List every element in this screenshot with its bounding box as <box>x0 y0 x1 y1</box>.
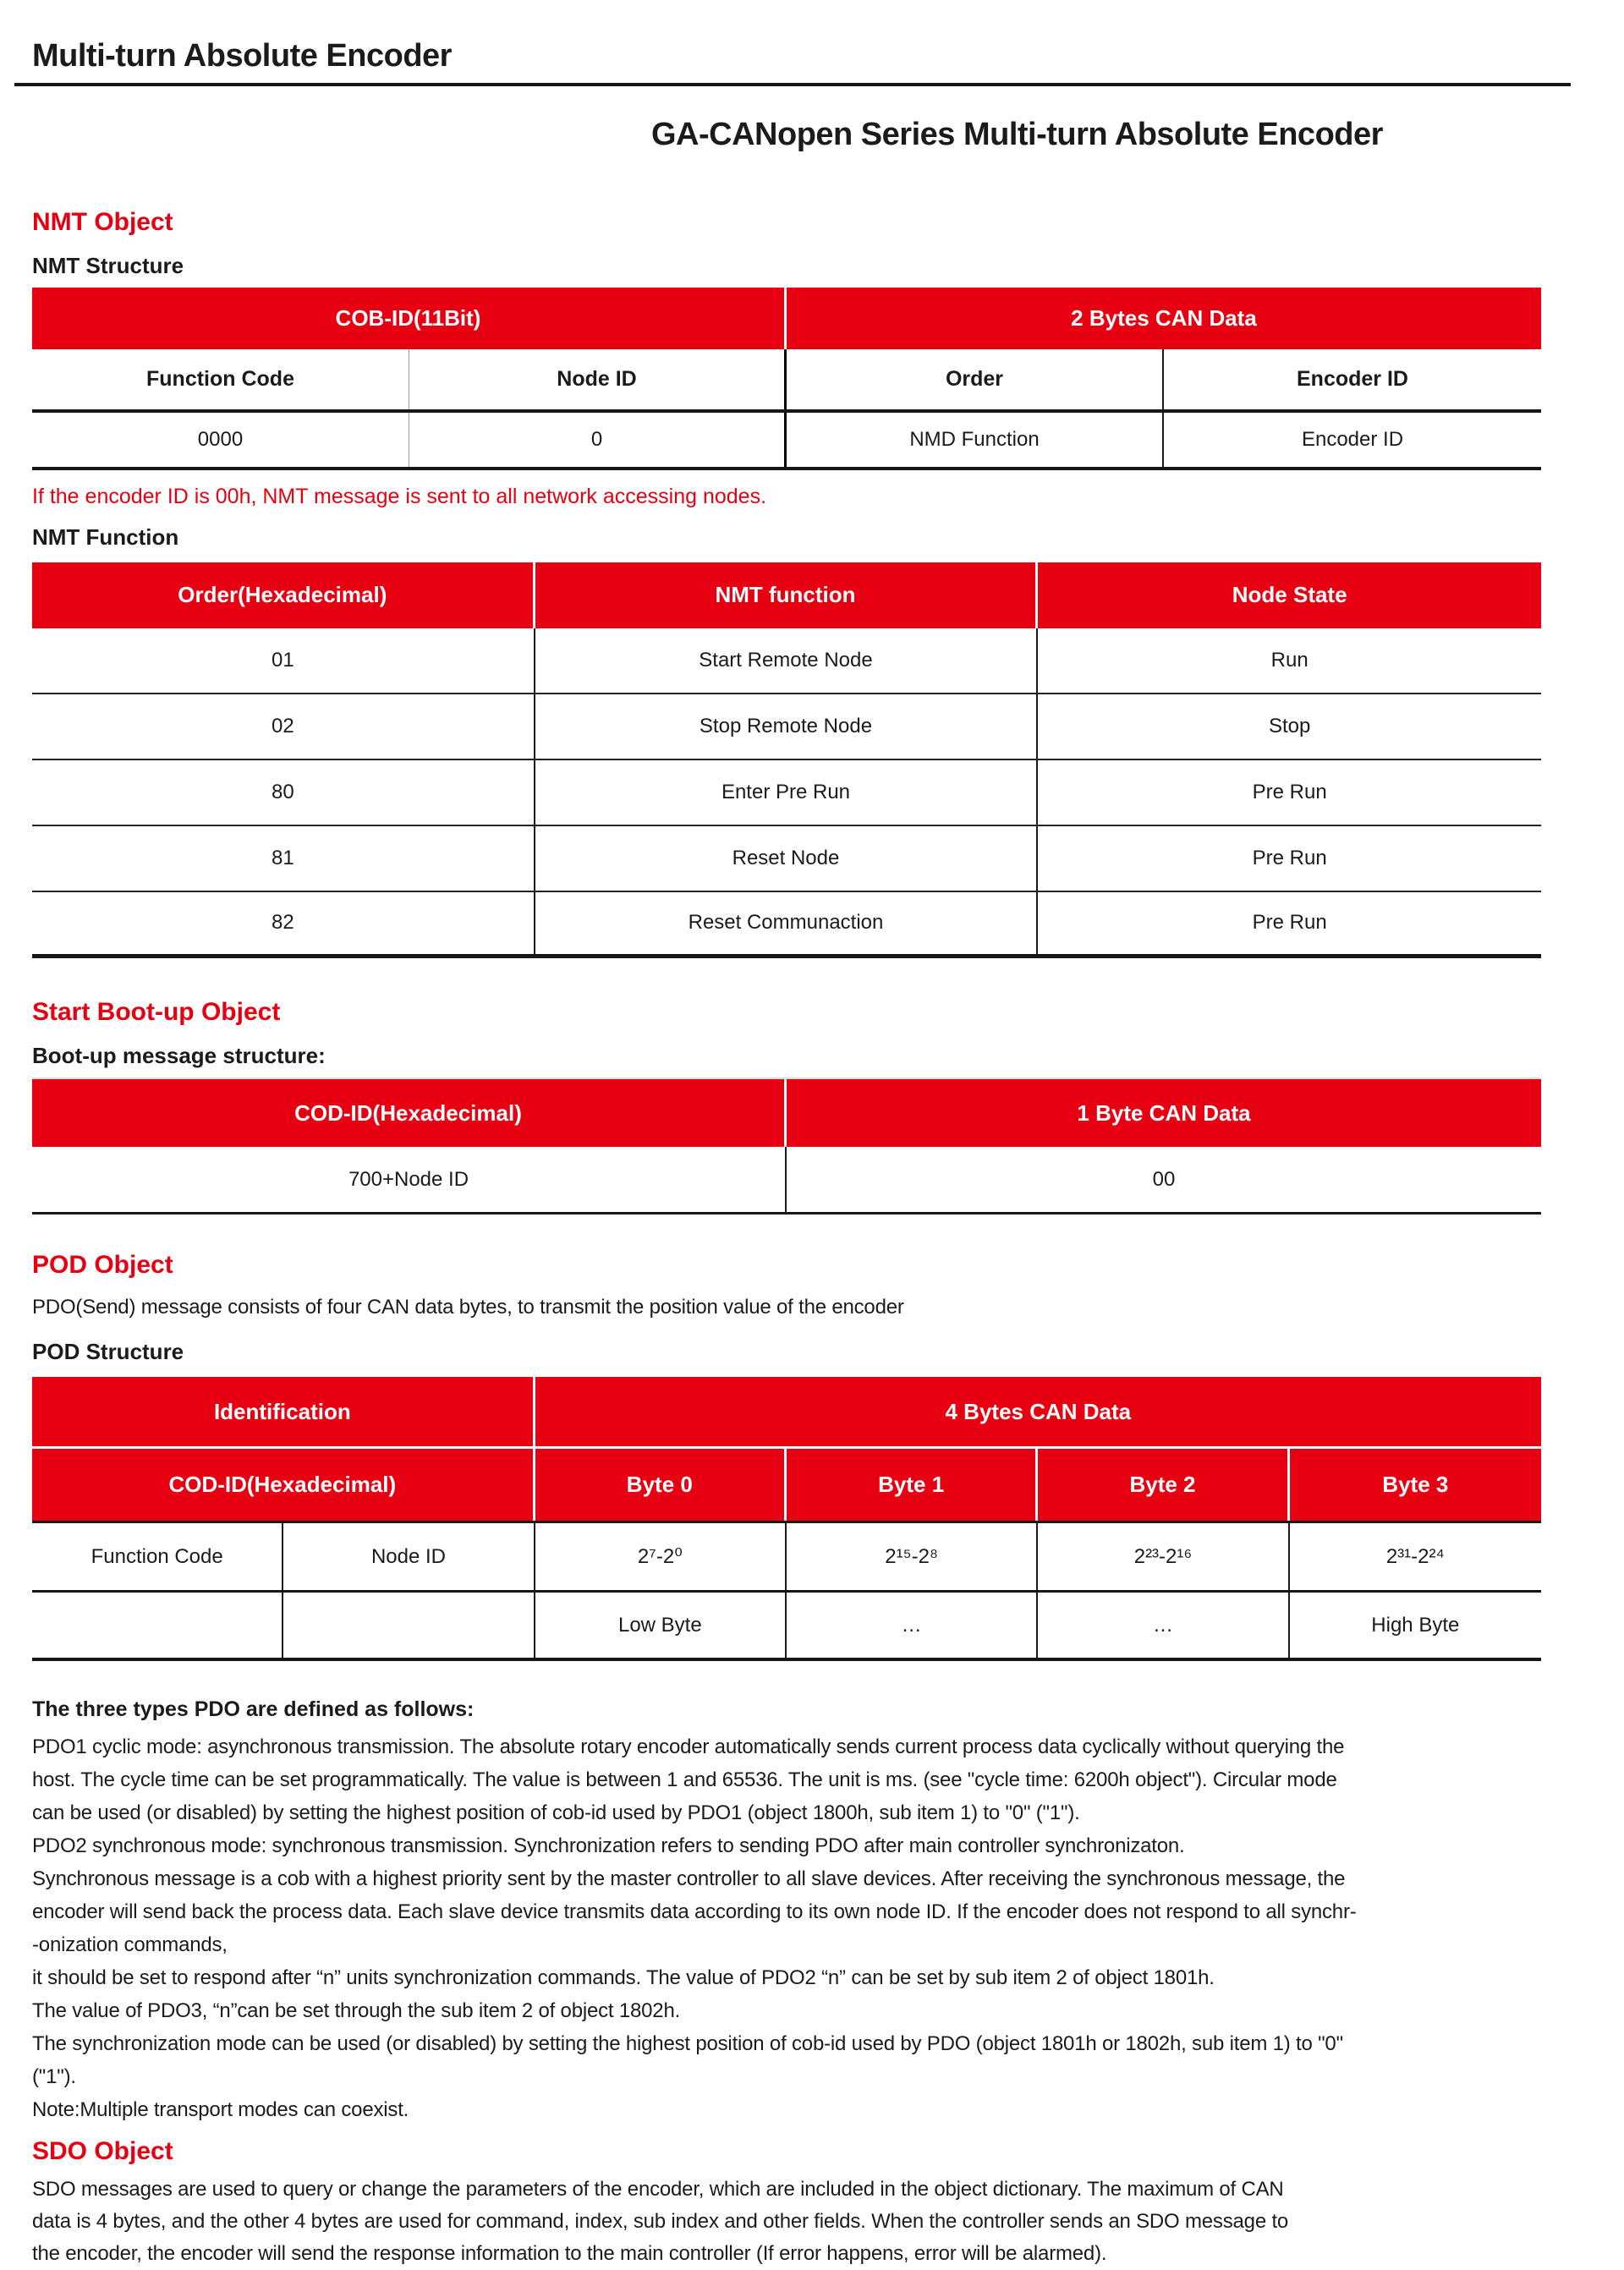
pod-cell: 2³¹-2²⁴ <box>1385 1544 1445 1568</box>
nmt-function-cell: 82 <box>32 892 535 954</box>
pod-cell: High Byte <box>1371 1613 1460 1637</box>
series-heading: GA-CANopen Series Multi-turn Absolute Encoder <box>651 116 1383 152</box>
sdo-paragraph-line: the encoder, the encoder will send the response information to the main controller (If error happens, error will be alarmed). <box>32 2242 1107 2266</box>
pdo-definition-line: Note:Multiple transport modes can coexist. <box>32 2098 409 2122</box>
nmt-function-col-header: Order(Hexadecimal) <box>32 562 535 628</box>
nmt-function-row <box>32 760 1541 826</box>
nmt-structure-header-row <box>32 288 1541 349</box>
bootup-cell: 00 <box>1152 1167 1176 1191</box>
pod-sub-header: Byte 3 <box>1290 1449 1541 1521</box>
pod-cell <box>283 1593 535 1658</box>
pod-cell: Low Byte <box>535 1593 787 1658</box>
pod-cell <box>32 1593 283 1658</box>
nmt-function-row <box>32 694 1541 760</box>
sdo-paragraph-line: SDO messages are used to query or change the parameters of the encoder, which are included in the object dictionary. The maximum of CAN <box>32 2178 1284 2201</box>
pdo-definition-line: ("1"). <box>32 2065 76 2089</box>
pod-cell: 2²³-2¹⁶ <box>1038 1523 1289 1590</box>
nmt-object-heading: NMT Object <box>32 207 173 236</box>
pod-cell: … <box>787 1593 1038 1658</box>
pod-cell: Function Code <box>32 1523 283 1590</box>
pod-cell: 2¹⁵-2⁸ <box>787 1523 1038 1590</box>
nmt-function-cell: Pre Run <box>1252 780 1327 803</box>
pod-heading: POD Object <box>32 1251 173 1280</box>
page-title: Multi-turn Absolute Encoder <box>32 38 452 74</box>
pod-cell: Node ID <box>283 1523 535 1590</box>
nmt-structure-group-header: 2 Bytes CAN Data <box>787 288 1541 349</box>
bootup-col-header: COD-ID(Hexadecimal) <box>32 1079 787 1147</box>
nmt-structure-cell: Encoder ID <box>1301 427 1404 451</box>
pod-subheader-row <box>32 1449 1541 1521</box>
pdo-definitions-label: The three types PDO are defined as follows: <box>32 1697 475 1722</box>
nmt-structure-label: NMT Structure <box>32 252 184 278</box>
nmt-function-cell: Stop Remote Node <box>535 694 1039 759</box>
nmt-structure-col-header: Function Code <box>32 349 409 409</box>
pdo-definition-line: PDO1 cyclic mode: asynchronous transmission. The absolute rotary encoder automatically sends current process data cyclically without querying the <box>32 1735 1345 1759</box>
pdo-definition-line: it should be set to respond after “n” units synchronization commands. The value of PDO2 “n” can be set by sub item 2 of object 1801h. <box>32 1966 1215 1990</box>
nmt-function-row <box>32 628 1541 694</box>
pod-sub-header: Byte 2 <box>1038 1449 1289 1521</box>
nmt-structure-column-row <box>32 349 1541 413</box>
nmt-function-col-header: Node State <box>1038 562 1541 628</box>
pdo-definition-line: can be used (or disabled) by setting the highest position of cob-id used by PDO1 (object 1800h, sub item 1) to "0" ("1"). <box>32 1801 1080 1825</box>
pod-group-header: 4 Bytes CAN Data <box>535 1377 1541 1446</box>
nmt-function-cell: Enter Pre Run <box>535 760 1039 825</box>
bootup-data-row <box>32 1147 1541 1215</box>
bootup-heading: Start Boot-up Object <box>32 997 281 1026</box>
nmt-function-cell: 80 <box>32 760 535 825</box>
bootup-table <box>32 1077 1541 1215</box>
title-divider <box>14 83 1571 86</box>
nmt-function-cell: Reset Node <box>535 826 1039 891</box>
pod-sub-header: COD-ID(Hexadecimal) <box>32 1449 535 1521</box>
pod-group-header: Identification <box>32 1377 535 1446</box>
sdo-paragraph <box>32 2174 1541 2270</box>
nmt-structure-col-header: Order <box>787 349 1164 409</box>
nmt-function-cell: Reset Communaction <box>535 892 1039 954</box>
nmt-function-label: NMT Function <box>32 524 179 550</box>
bootup-header-row <box>32 1079 1541 1147</box>
sdo-heading: SDO Object <box>32 2137 173 2166</box>
bootup-structure-label: Boot-up message structure: <box>32 1042 326 1068</box>
pod-byte-row <box>32 1590 1541 1661</box>
pod-intro: PDO(Send) message consists of four CAN data bytes, to transmit the position value of the encoder <box>32 1296 904 1319</box>
pod-structure-table <box>32 1377 1541 1661</box>
nmt-structure-data-row <box>32 413 1541 470</box>
pdo-definitions-paragraph <box>32 1730 1541 2126</box>
pdo-definition-line: host. The cycle time can be set programmatically. The value is between 1 and 65536. The unit is ms. (see "cycle time: 6200h object"). Circular mode <box>32 1768 1337 1792</box>
nmt-structure-group-header: COB-ID(11Bit) <box>32 288 787 349</box>
pod-group-header-row <box>32 1377 1541 1449</box>
nmt-structure-cell: 0000 <box>32 413 409 467</box>
nmt-function-cell: Run <box>1270 648 1309 672</box>
pdo-definition-line: The value of PDO3, “n”can be set through the sub item 2 of object 1802h. <box>32 1999 681 2023</box>
bootup-cell: 700+Node ID <box>32 1147 787 1212</box>
nmt-function-row <box>32 892 1541 958</box>
nmt-function-cell: Pre Run <box>1252 911 1327 935</box>
nmt-note: If the encoder ID is 00h, NMT message is sent to all network accessing nodes. <box>32 484 767 508</box>
nmt-structure-col-header: Node ID <box>409 349 787 409</box>
nmt-function-cell: 01 <box>32 628 535 693</box>
pod-bit-row <box>32 1521 1541 1590</box>
pod-cell: … <box>1038 1593 1289 1658</box>
nmt-function-cell: 02 <box>32 694 535 759</box>
nmt-function-col-header: NMT function <box>535 562 1039 628</box>
pdo-definition-line: -onization commands, <box>32 1933 228 1957</box>
nmt-function-cell: Pre Run <box>1252 846 1327 869</box>
pod-cell: 2⁷-2⁰ <box>535 1523 787 1590</box>
pdo-definition-line: The synchronization mode can be used (or disabled) by setting the highest position of cob-id used by PDO (object 1801h or 1802h, sub item 1) to "0" <box>32 2032 1343 2056</box>
pod-structure-label: POD Structure <box>32 1339 184 1365</box>
nmt-structure-table <box>32 288 1541 470</box>
pdo-definition-line: Synchronous message is a cob with a highest priority sent by the master controller to all slave devices. After receiving the synchronous message, the <box>32 1867 1346 1891</box>
nmt-structure-cell: NMD Function <box>787 413 1164 467</box>
nmt-function-table <box>32 562 1541 958</box>
pdo-definition-line: encoder will send back the process data. Each slave device transmits data according to its own node ID. If the encoder does not respond to all synchr- <box>32 1900 1357 1924</box>
nmt-function-cell: 81 <box>32 826 535 891</box>
nmt-function-cell: Start Remote Node <box>535 628 1039 693</box>
nmt-function-header-row <box>32 562 1541 628</box>
bootup-col-header: 1 Byte CAN Data <box>787 1079 1541 1147</box>
nmt-function-row <box>32 826 1541 892</box>
nmt-function-cell: Stop <box>1268 714 1311 737</box>
pod-sub-header: Byte 0 <box>535 1449 787 1521</box>
sdo-paragraph-line: data is 4 bytes, and the other 4 bytes are used for command, index, sub index and other fields. When the controller sends an SDO message to <box>32 2210 1289 2234</box>
pdo-definition-line: PDO2 synchronous mode: synchronous transmission. Synchronization refers to sending PDO after main controller synchronizaton. <box>32 1834 1185 1858</box>
nmt-structure-cell: 0 <box>409 413 787 467</box>
pod-sub-header: Byte 1 <box>787 1449 1038 1521</box>
nmt-structure-col-header: Encoder ID <box>1297 366 1408 391</box>
